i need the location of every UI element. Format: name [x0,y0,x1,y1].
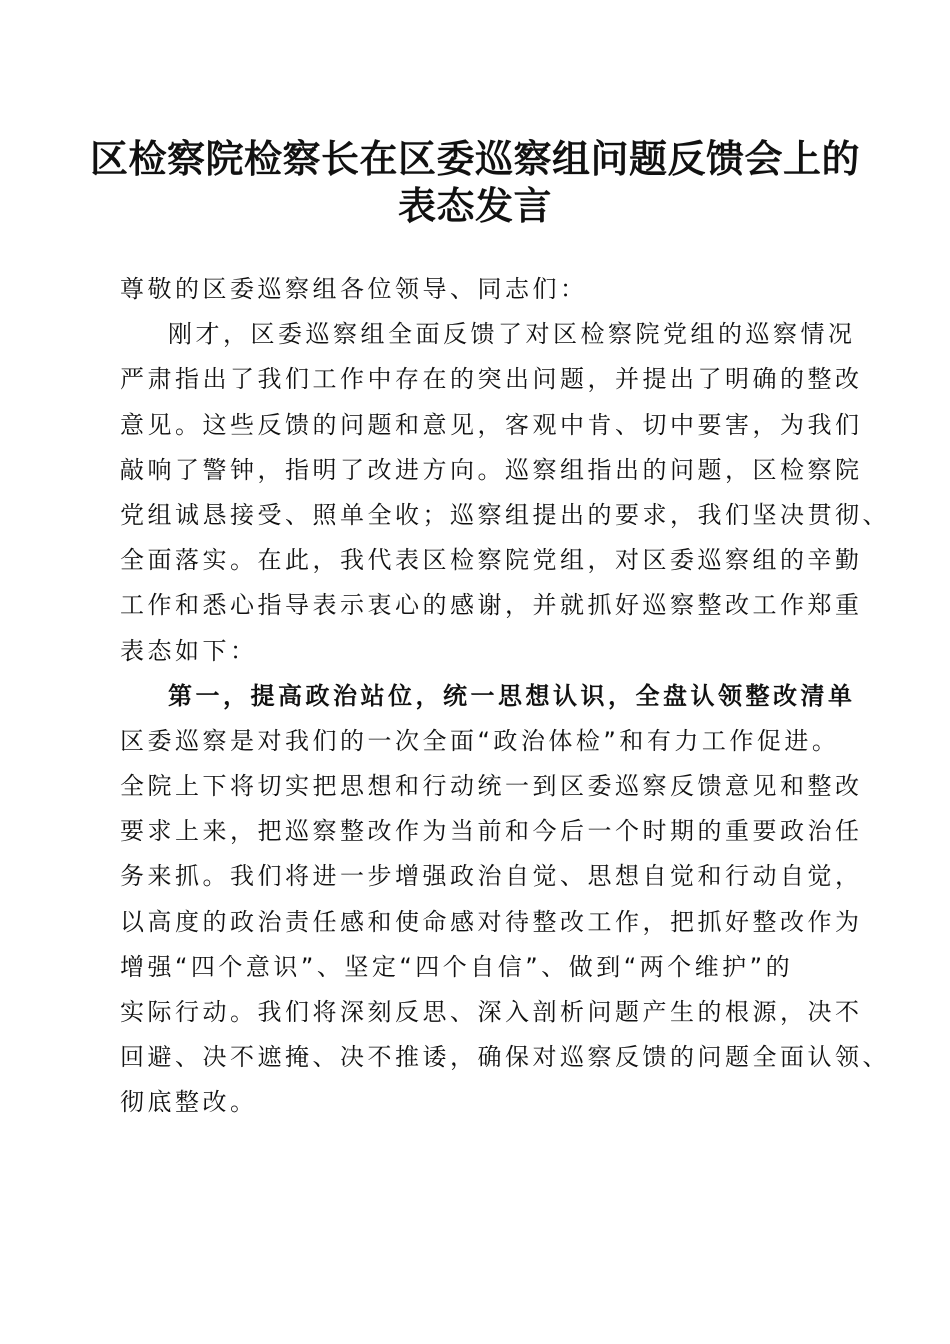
paragraph-1 [120,312,890,674]
paragraph-line: 意见。这些反馈的问题和意见，客观中肯、切中要害，为我们 [120,410,863,439]
paragraph-line: 党组诚恳接受、照单全收；巡察组提出的要求，我们坚决贯彻、 [120,500,890,529]
paragraph-line: 要求上来，把巡察整改作为当前和今后一个时期的重要政治任 [120,817,863,846]
paragraph-line: 敲响了警钟，指明了改进方向。巡察组指出的问题，区检察院 [120,455,863,484]
paragraph-2 [120,719,890,1126]
salutation: 尊敬的区委巡察组各位领导、同志们： [120,275,588,303]
paragraph-line: 全院上下将切实把思想和行动统一到区委巡察反馈意见和整改 [120,772,863,801]
paragraph-line: 增强“四个意识”、坚定“四个自信”、做到“两个维护”的 [120,952,794,981]
paragraph-line: 以高度的政治责任感和使命感对待整改工作，把抓好整改作为 [120,907,863,936]
title-line-1: 区检察院检察长在区委巡察组问题反馈会上的 [89,136,860,181]
paragraph-line: 回避、决不遮掩、决不推诿，确保对巡察反馈的问题全面认领、 [120,1043,890,1072]
section-1-heading: 第一，提高政治站位，统一思想认识，全盘认领整改清单 [168,681,856,710]
document-body [120,267,890,1126]
paragraph-line: 实际行动。我们将深刻反思、深入剖析问题产生的根源，决不 [120,998,863,1026]
title-line-2: 表态发言 [397,183,552,228]
paragraph-line: 务来抓。我们将进一步增强政治自觉、思想自觉和行动自觉， [120,862,863,891]
document-title [70,135,880,229]
paragraph-line: 工作和悉心指导表示衷心的感谢，并就抓好巡察整改工作郑重 [120,591,863,620]
paragraph-line: 彻底整改。 [120,1088,258,1117]
paragraph-line: 严肃指出了我们工作中存在的突出问题，并提出了明确的整改 [120,365,863,394]
paragraph-line: 表态如下： [120,636,258,665]
paragraph-line: 区委巡察是对我们的一次全面“政治体检”和有力工作促进。 [120,726,840,755]
paragraph-line: 刚才，区委巡察组全面反馈了对区检察院党组的巡察情况 [168,320,856,349]
paragraph-line: 全面落实。在此，我代表区检察院党组，对区委巡察组的辛勤 [120,546,863,575]
